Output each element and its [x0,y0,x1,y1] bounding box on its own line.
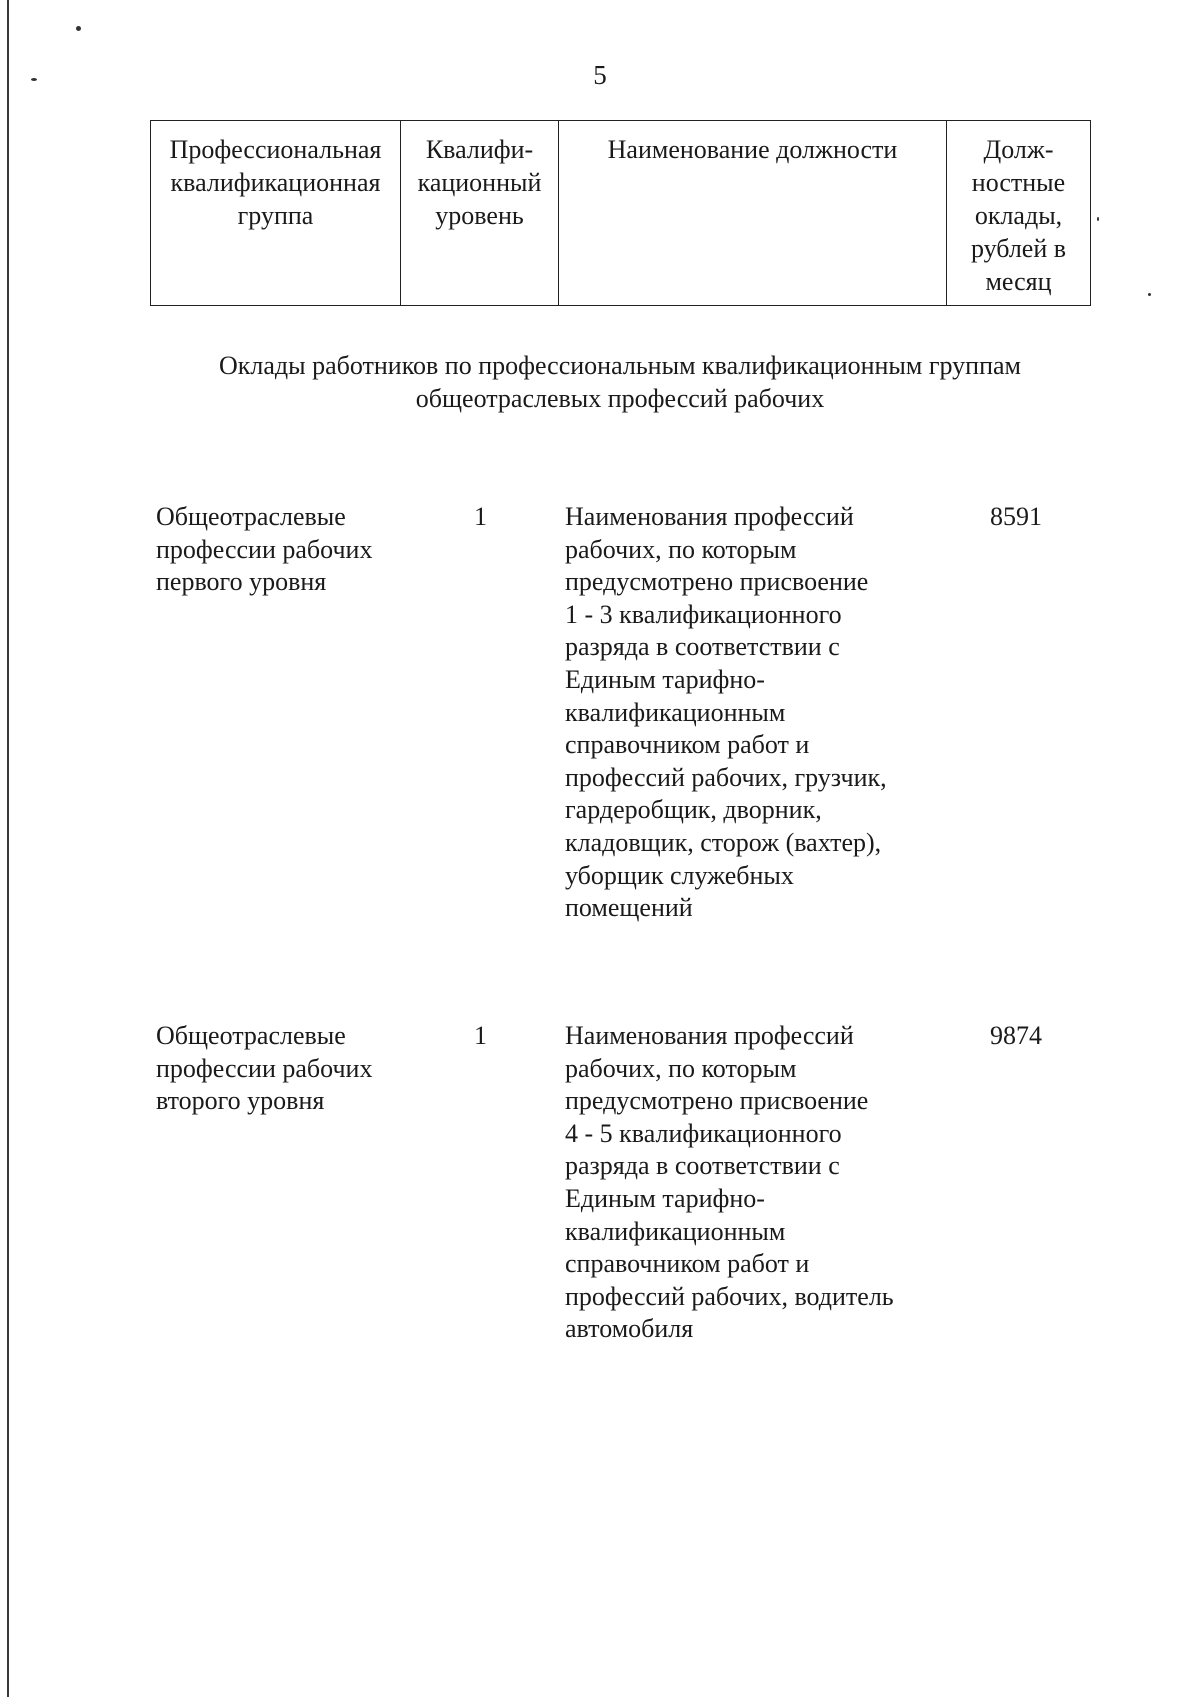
header-salary: Долж-ностные оклады, рублей в месяц [947,121,1091,306]
position-line: помещений [565,893,693,923]
position-line: Наименования профессий [565,502,854,531]
column-header-table [150,120,1091,306]
position-line: профессий рабочих, грузчик, [565,762,887,792]
professional-group-cell [156,1020,446,1118]
position-line: предусмотрено присвоение [565,1086,869,1116]
header-qualification-level: Квалифи-кационный уровень [401,121,559,306]
qualification-level-cell: 1 [474,502,487,531]
salary-cell: 8591 [990,502,1042,531]
header-row [151,121,1091,306]
position-line: справочником работ и [565,1249,810,1279]
position-line: рабочих, по которым [565,1053,797,1083]
position-line: справочником работ и [565,730,810,760]
group-line: первого уровня [156,567,327,597]
position-line: 4 - 5 квалификационного [565,1118,842,1148]
group-line: профессии рабочих [156,534,373,564]
position-line: уборщик служебных [565,860,794,890]
position-line: гардеробщик, дворник, [565,795,822,825]
position-line: Единым тарифно- [565,664,765,694]
position-line: квалификационным [565,697,786,727]
group-line: профессии рабочих [156,1053,373,1083]
header-position-name: Наименование должности [559,121,947,306]
qualification-level-cell: 1 [474,1021,487,1050]
position-line: 1 - 3 квалификационного [565,599,842,629]
position-line: предусмотрено присвоение [565,567,869,597]
scan-speck [76,26,81,31]
position-line: Наименования профессий [565,1021,854,1050]
page-edge-line [7,0,9,1697]
header-professional-group: Профессиональная квалификационная группа [151,121,401,306]
salary-cell: 9874 [990,1021,1042,1050]
position-line: автомобиля [565,1314,694,1344]
group-line: Общеотраслевые [156,1021,346,1050]
position-line: кладовщик, сторож (вахтер), [565,827,882,857]
section-title-line: общеотраслевых профессий рабочих [415,384,825,413]
position-line: рабочих, по которым [565,534,797,564]
position-line: квалификационным [565,1216,786,1246]
scan-speck [1097,217,1099,221]
position-name-cell [565,1020,985,1346]
position-name-cell [565,501,985,925]
position-line: Единым тарифно- [565,1183,765,1213]
section-title [150,349,1090,415]
group-line: Общеотраслевые [156,502,346,531]
position-line: профессий рабочих, водитель [565,1281,894,1311]
section-title-line: Оклады работников по профессиональным квалификационным группам [218,351,1021,380]
page-number: 5 [593,60,607,90]
position-line: разряда в соответствии с [565,1151,840,1181]
group-line: второго уровня [156,1086,325,1116]
scan-speck [1148,293,1151,296]
position-line: разряда в соответствии с [565,632,840,662]
professional-group-cell [156,501,446,599]
